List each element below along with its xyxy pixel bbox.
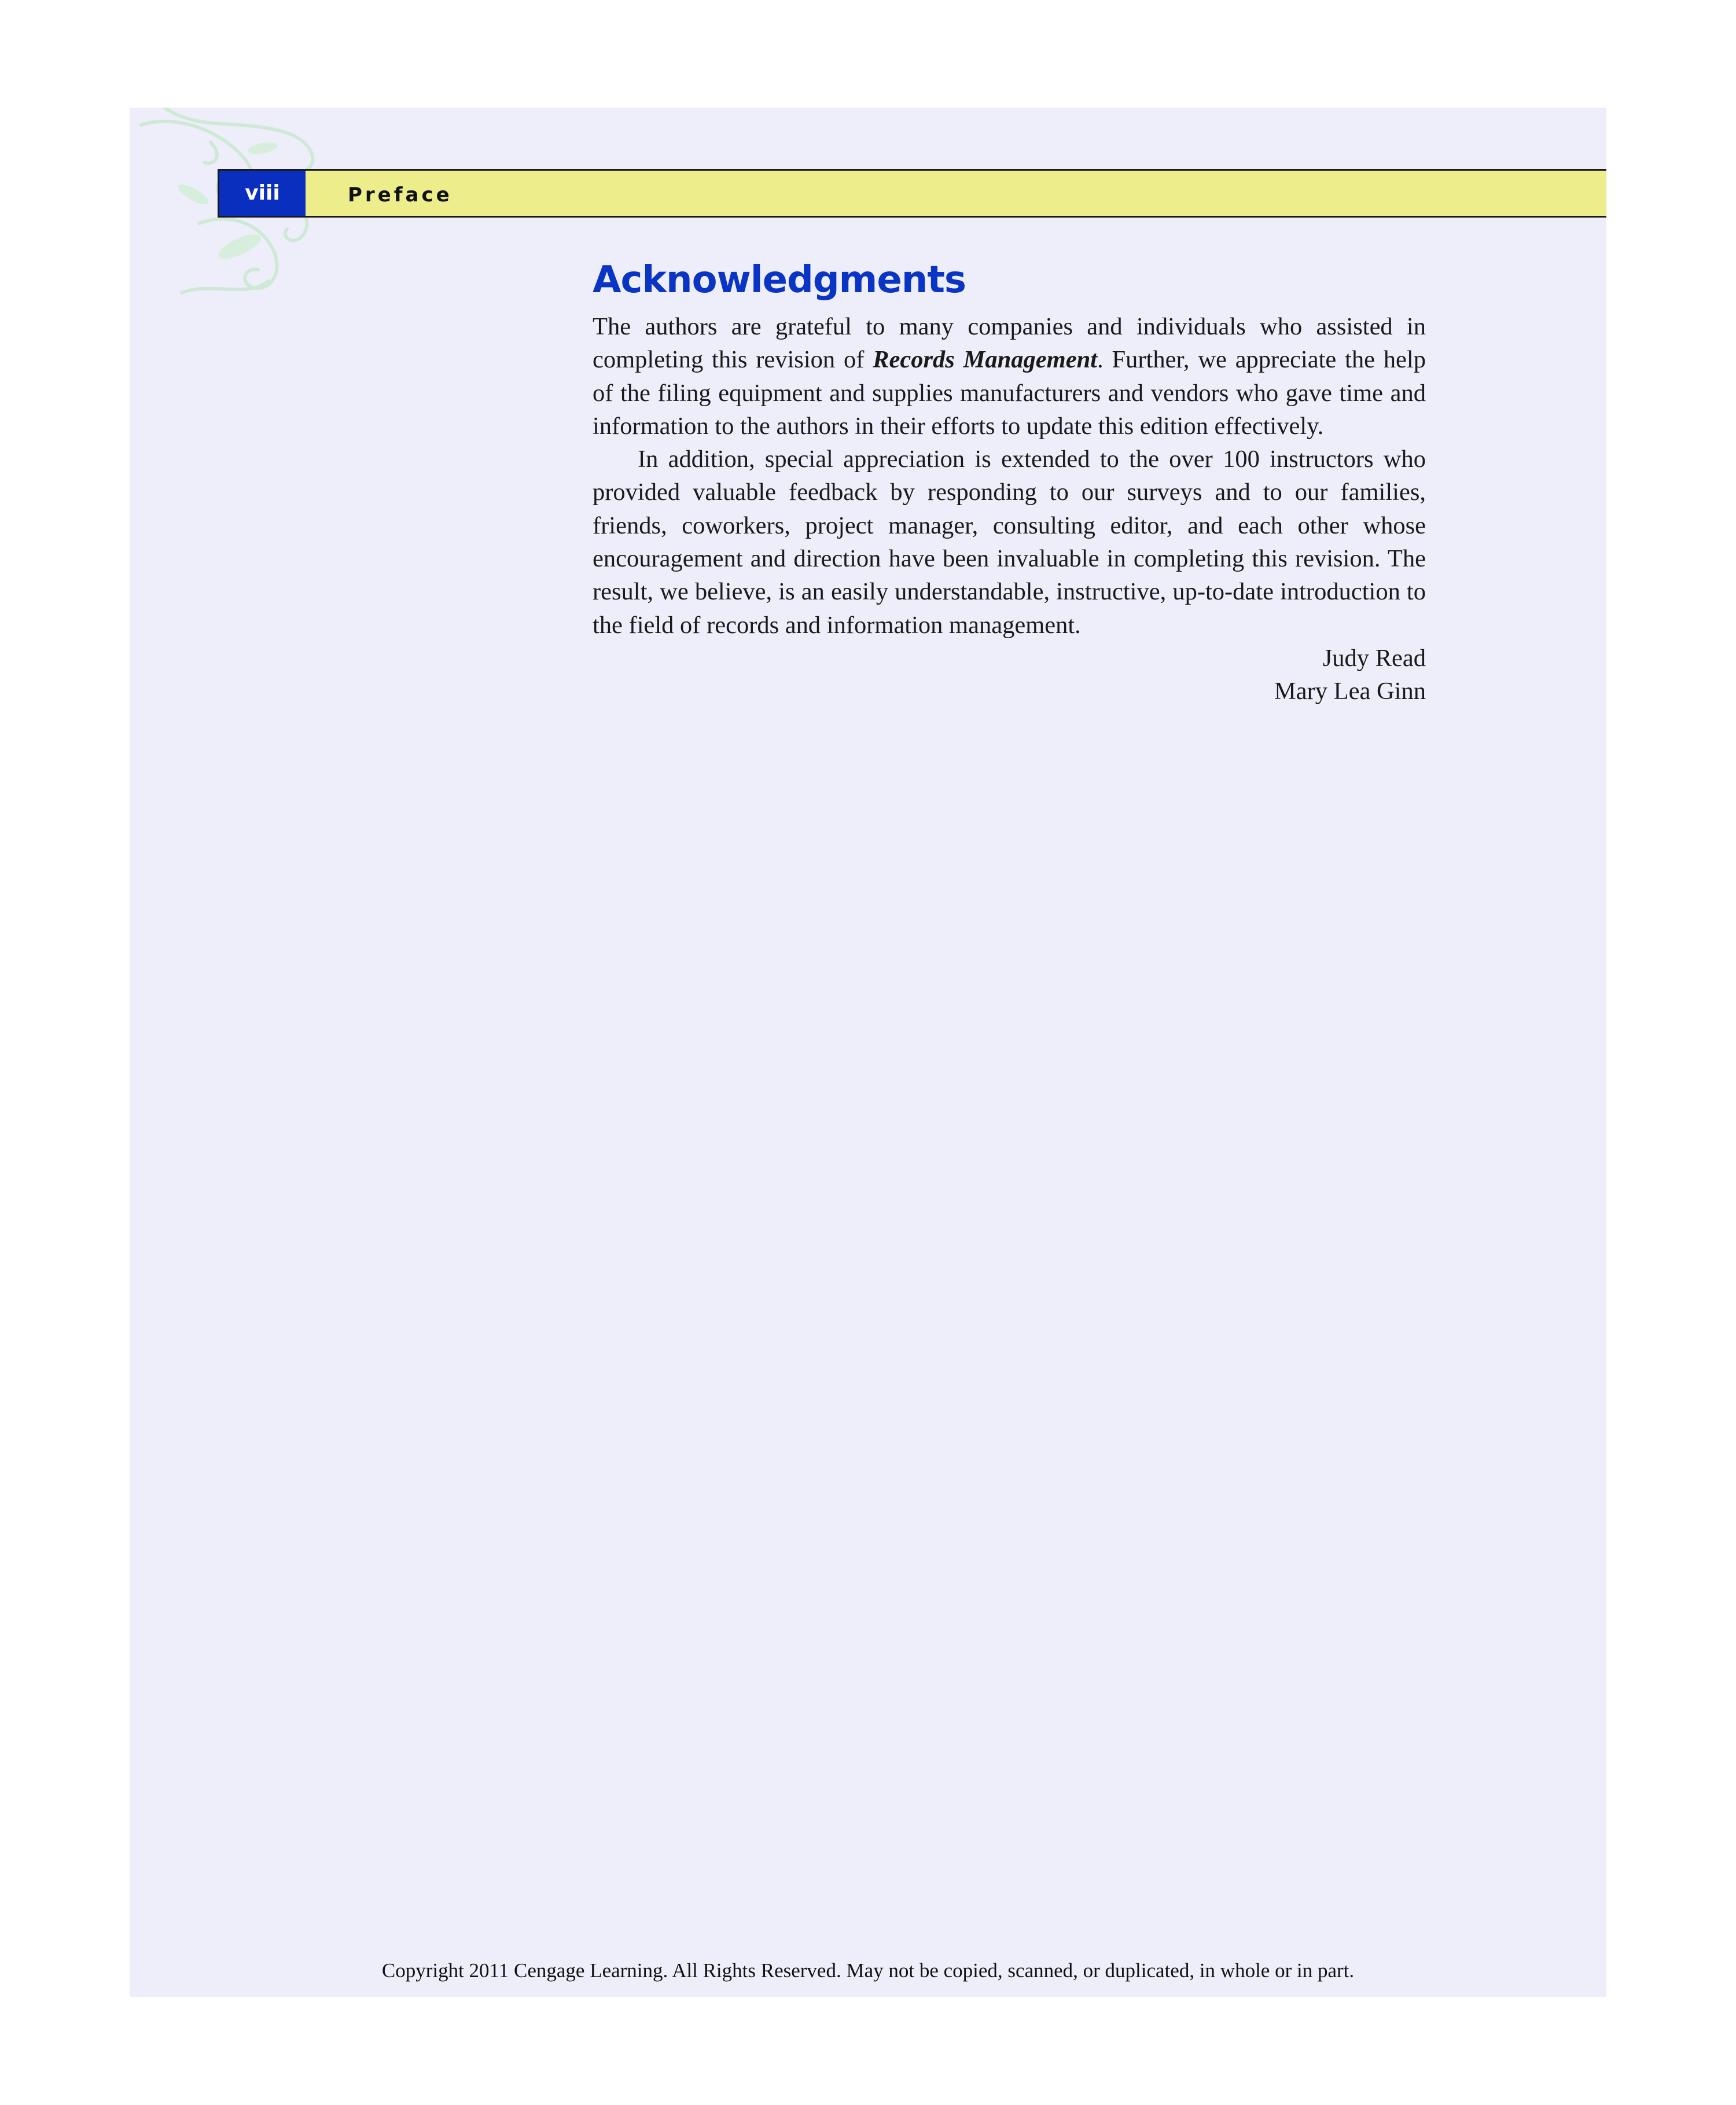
book-page <box>130 108 1606 1997</box>
section-heading: Acknowledgments <box>593 259 966 301</box>
page-number: viii <box>219 171 306 216</box>
acknowledgments-section <box>593 255 1426 708</box>
book-title: Records Management <box>873 346 1098 374</box>
copyright-notice: Copyright 2011 Cengage Learning. All Rights Reserved. May not be copied, scanned, or duplicated, in whole or in part. <box>381 1959 1355 1982</box>
author-name: Mary Lea Ginn <box>1274 678 1426 705</box>
paragraph-2: In addition, special appreciation is extended to the over 100 instructors who provided valuable feedback by responding to our surveys and to our families, friends, coworkers, project manager, consulting editor, and each other whose encouragement and direction have been invaluable in completing this revision. The result, we believe, is an easily understandable, instructive, up-to-date introduction to the field of records and information management. <box>593 446 1426 639</box>
paragraph-1-intro: The authors are grateful to many companies and individuals who assisted in completing this revision of <box>593 313 1426 374</box>
running-header-bar <box>218 169 1606 218</box>
author-signatures <box>593 642 1426 708</box>
paragraph-1 <box>593 310 1426 443</box>
author-name: Judy Read <box>1322 644 1426 672</box>
paragraph-1-rest: . Further, we appreciate the help of the filing equipment and supplies manufacturers and vendors who gave time and information to the authors in their efforts to update this edition effectively. <box>593 346 1426 440</box>
running-head-title: Preface <box>348 183 453 207</box>
